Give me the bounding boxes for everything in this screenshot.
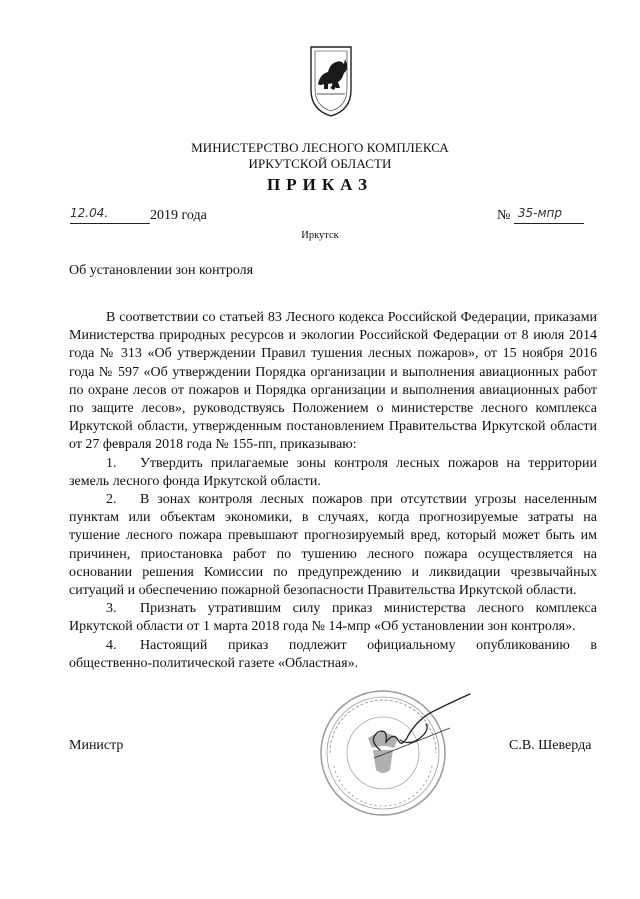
item-number: 4.: [106, 637, 117, 653]
item-number: 2.: [106, 492, 117, 508]
preamble-paragraph: В соответствии со статьей 83 Лесного кодекса Российской Федерации, приказами Министерства природных ресурсов и экологии Российской Федерации от 8 июля 2014 года № 313 «Об утверждении Правил тушения лесных пожаров», от 15 ноября 2016 года № 597 «Об утверждении Порядка организации и выполнения авиационных работ по охране лесов от пожаров и Порядка организации и выполнения авиационных работ по защите лесов», руководствуясь Положением о министерстве лесного комплекса Иркутской области, утвержденным постановлением Правительства Иркутской области от 27 февраля 2018 года № 155-пп, приказываю:: [69, 310, 597, 453]
list-item-3: [69, 600, 597, 636]
handwritten-signature: [360, 688, 500, 768]
item-text: Настоящий приказ подлежит официальному опубликованию в общественно-политической газете «Областная».: [69, 637, 597, 671]
number-underline: [514, 206, 584, 224]
signatory-position: Министр: [69, 738, 124, 753]
item-text: В зонах контроля лесных пожаров при отсутствии угрозы населенным пунктам или объектам экономики, в случаях, когда прогнозируемые затраты на тушение лесного пожара превышают прогнозируемый вред, который может быть им причинен, приостановка работ по тушению лесного пожара осуществляется на основании решения Комиссии по предупреждению и ликвидации чрезвычайных ситуаций и обеспечению пожарной безопасности Правительства Иркутской области.: [69, 492, 597, 599]
city-label: Иркутск: [301, 230, 339, 241]
order-date: [70, 208, 207, 224]
order-year: 2019 года: [150, 208, 207, 223]
list-item-4: [69, 637, 597, 673]
handwritten-date: 12.04.: [70, 206, 109, 220]
number-sign: №: [497, 208, 511, 223]
list-item-2: [69, 491, 597, 600]
item-number: 1.: [106, 455, 117, 471]
order-body: [69, 309, 597, 673]
ministry-name-line2: ИРКУТСКОЙ ОБЛАСТИ: [248, 156, 392, 171]
order-number: [497, 208, 584, 224]
coat-of-arms-emblem: [308, 44, 354, 118]
item-text: Утвердить прилагаемые зоны контроля лесных пожаров на территории земель лесного фонда Иркутской области.: [69, 455, 597, 489]
order-subject: Об установлении зон контроля: [69, 263, 254, 278]
signatory-name: С.В. Шеверда: [509, 738, 592, 753]
ministry-name-line1: МИНИСТЕРСТВО ЛЕСНОГО КОМПЛЕКСА: [191, 140, 449, 155]
handwritten-number: 35-мпр: [517, 206, 562, 220]
document-type-title: ПРИКАЗ: [267, 175, 373, 194]
list-item-1: [69, 455, 597, 491]
item-text: Признать утратившим силу приказ министерства лесного комплекса Иркутской области от 1 марта 2018 года № 14-мпр «Об установлении зон контроля».: [69, 601, 597, 635]
item-number: 3.: [106, 601, 117, 617]
date-underline: [70, 206, 150, 224]
